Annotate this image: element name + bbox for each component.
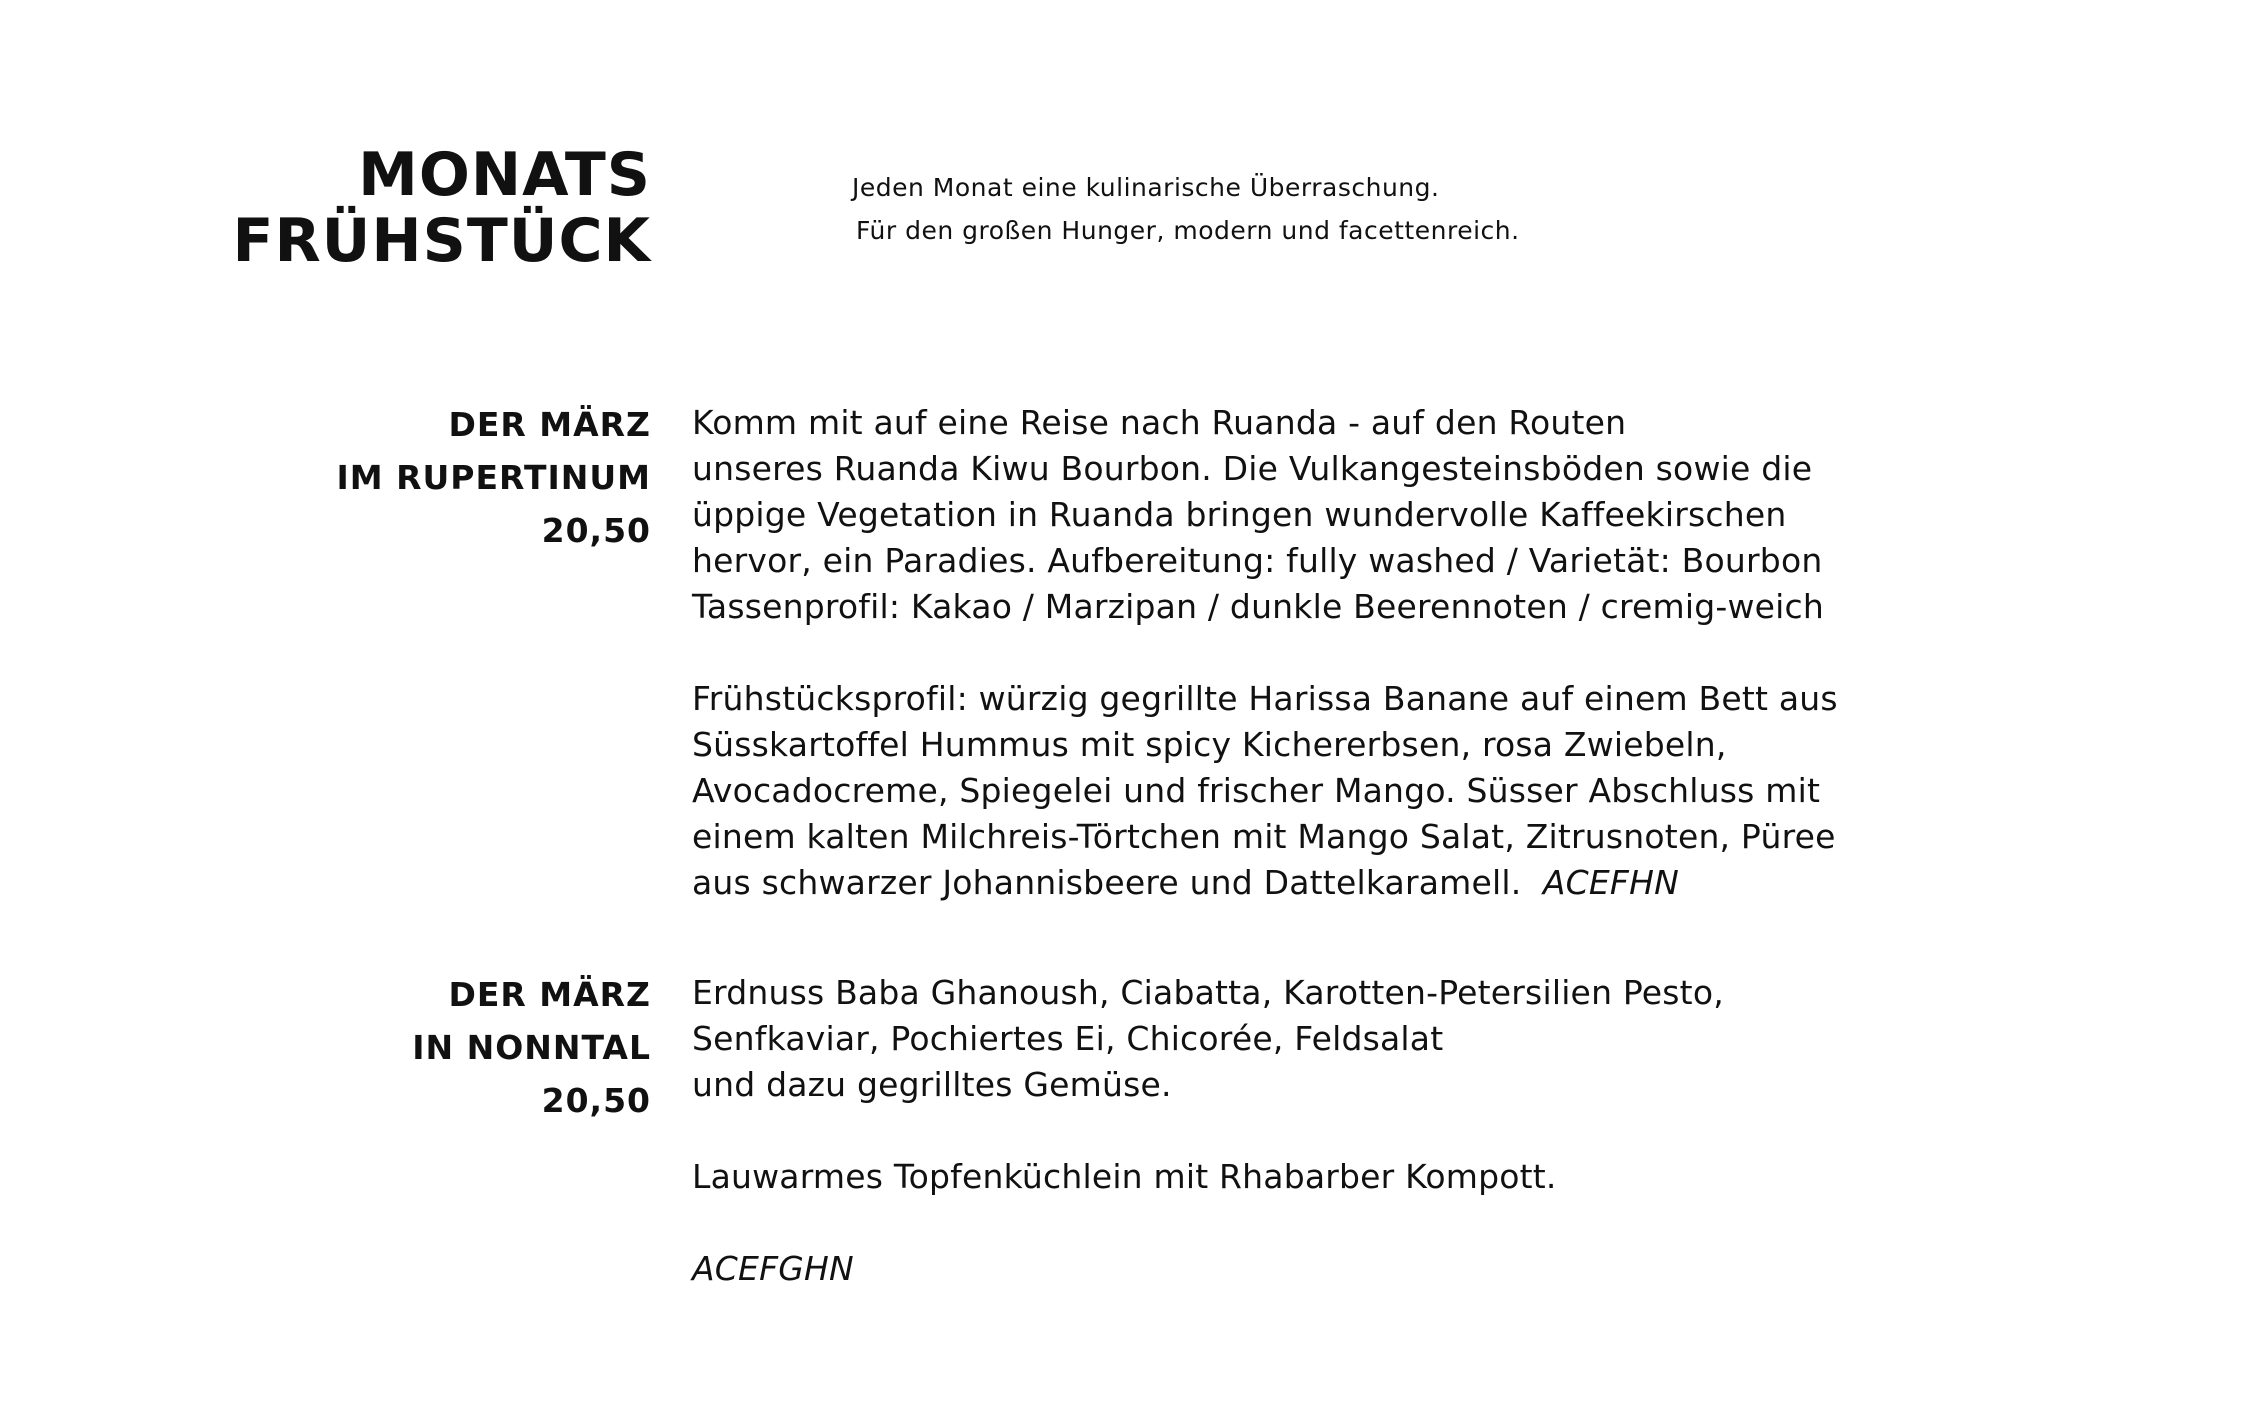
description-line: Komm mit auf eine Reise nach Ruanda - auf den Routen [692, 403, 1627, 442]
description-line: Lauwarmes Topfenküchlein mit Rhabarber Kompott. [692, 1157, 1557, 1196]
offer-label-rupertinum [336, 398, 651, 557]
title-line-1: MONATS [358, 140, 651, 210]
offer-description-nonntal [692, 970, 1992, 1292]
description-line: Avocadocreme, Spiegelei und frischer Mango. Süsser Abschluss mit [692, 771, 1821, 810]
offer-label-nonntal [412, 968, 651, 1127]
offer-month-label: DER MÄRZ [448, 405, 651, 444]
offer-price: 20,50 [541, 1081, 651, 1120]
description-line: unseres Ruanda Kiwu Bourbon. Die Vulkangesteinsböden sowie die [692, 449, 1813, 488]
allergen-codes: ACEFGHN [692, 1249, 854, 1288]
description-line: Tassenprofil: Kakao / Marzipan / dunkle Beerennoten / cremig-weich [692, 587, 1825, 626]
paragraph-spacer [692, 1200, 1992, 1246]
description-line-last [692, 860, 1992, 906]
intro-line-1: Jeden Monat eine kulinarische Überraschung. [852, 173, 1440, 202]
description-line: hervor, ein Paradies. Aufbereitung: fully washed / Varietät: Bourbon [692, 541, 1823, 580]
offer-price: 20,50 [541, 511, 651, 550]
paragraph-spacer [692, 1108, 1992, 1154]
description-line: üppige Vegetation in Ruanda bringen wundervolle Kaffeekirschen [692, 495, 1787, 534]
description-line: Senfkaviar, Pochiertes Ei, Chicorée, Feldsalat [692, 1019, 1444, 1058]
description-line: einem kalten Milchreis-Törtchen mit Mango Salat, Zitrusnoten, Püree [692, 817, 1836, 856]
offer-location-label: IM RUPERTINUM [336, 458, 651, 497]
intro-line-2: Für den großen Hunger, modern und facettenreich. [856, 216, 1520, 245]
description-line: Süsskartoffel Hummus mit spicy Kichererbsen, rosa Zwiebeln, [692, 725, 1727, 764]
page-title [232, 142, 651, 274]
paragraph-spacer [692, 630, 1992, 676]
title-line-2: FRÜHSTÜCK [232, 206, 651, 276]
description-line: Erdnuss Baba Ghanoush, Ciabatta, Karotten-Petersilien Pesto, [692, 973, 1724, 1012]
offer-location-label: IN NONNTAL [412, 1028, 651, 1067]
description-line: und dazu gegrilltes Gemüse. [692, 1065, 1172, 1104]
description-text: aus schwarzer Johannisbeere und Dattelkaramell. [692, 863, 1522, 902]
allergen-codes: ACEFHN [1542, 863, 1679, 902]
description-line: Frühstücksprofil: würzig gegrillte Harissa Banane auf einem Bett aus [692, 679, 1838, 718]
intro-text [852, 166, 1520, 252]
offer-month-label: DER MÄRZ [448, 975, 651, 1014]
offer-description-rupertinum [692, 400, 1992, 906]
